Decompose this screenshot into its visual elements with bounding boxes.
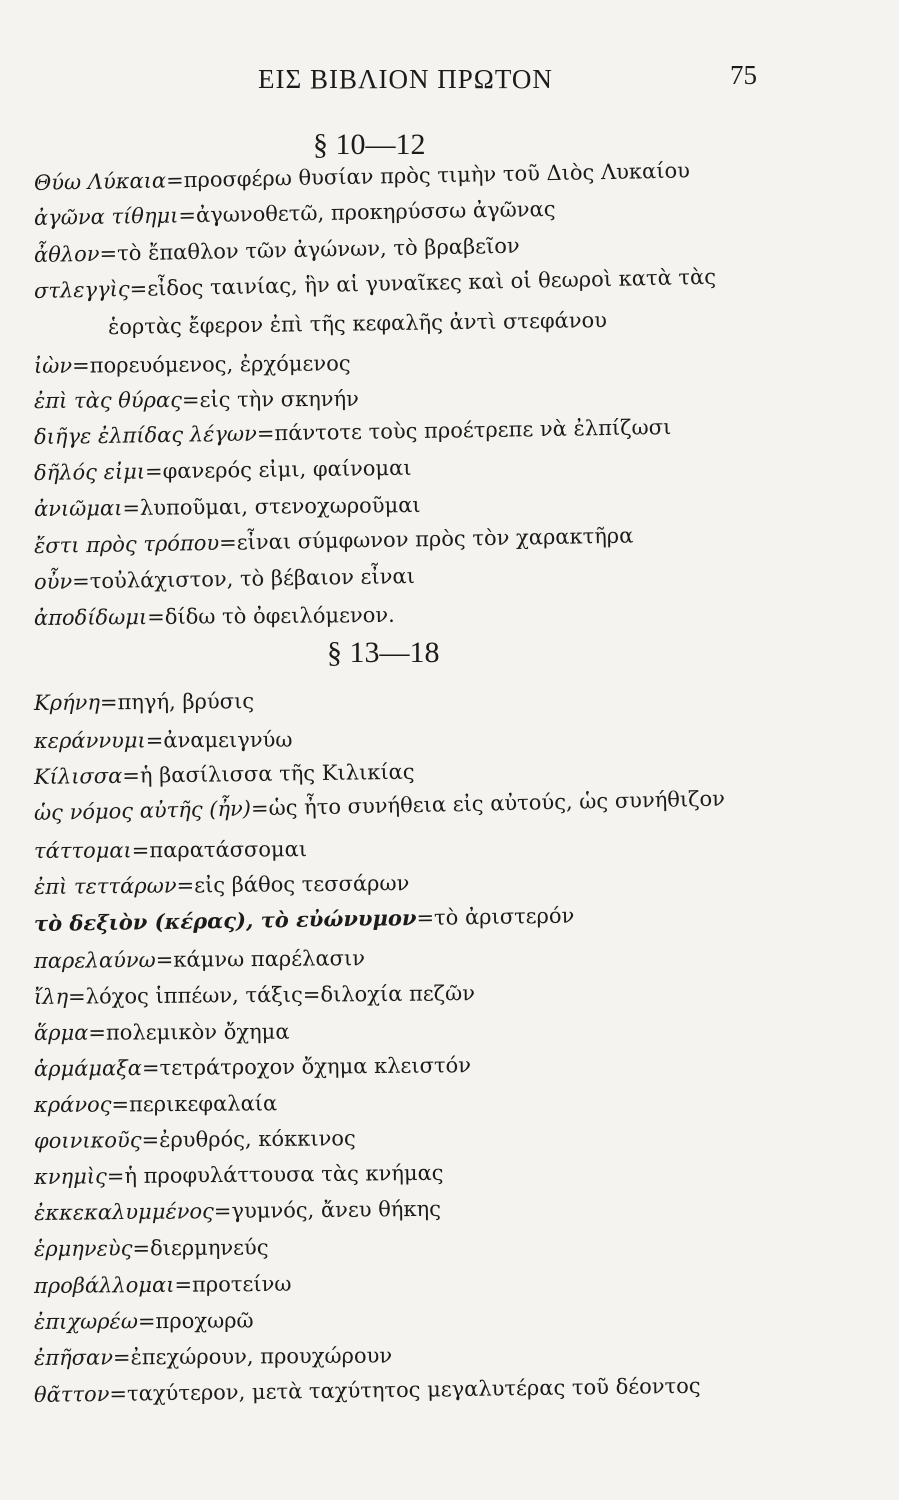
glossary-definition: ἐπεχώρουν, προυχώρουν [130, 1343, 393, 1370]
equals-sign: = [109, 1381, 128, 1406]
glossary-term: ἀγῶνα τίθημι [33, 203, 179, 230]
equals-sign: = [99, 690, 118, 715]
glossary-term: κεράννυμι [33, 728, 146, 753]
glossary-term: κράνος [33, 1092, 112, 1117]
glossary-entry [34, 1264, 864, 1301]
glossary-term: τάττομαι [33, 838, 132, 863]
equals-sign: = [250, 796, 269, 821]
glossary-term: ἅρμα [33, 1020, 89, 1045]
glossary-term: ἐπὶ τεττάρων [33, 873, 177, 899]
glossary-entry [34, 1084, 864, 1120]
glossary-entry [34, 863, 864, 902]
glossary-entry [34, 830, 864, 866]
glossary-term: ἴλη [33, 984, 69, 1009]
glossary-entry [34, 1119, 864, 1156]
equals-sign: = [181, 387, 200, 412]
page-number: 75 [730, 60, 757, 90]
glossary-term: ἑρμηνεὺς [33, 1236, 133, 1261]
glossary-definition: πορευόμενος, ἐρχόμενος [89, 351, 351, 378]
glossary-term: κνημὶς [33, 1164, 107, 1189]
glossary-definition: προχωρῶ [155, 1308, 254, 1334]
glossary-definition: γυμνός, ἄνευ θήκης [231, 1196, 442, 1223]
running-header [0, 58, 899, 98]
glossary-term: ἀνιῶμαι [33, 496, 123, 521]
glossary-definition: δίδω τὸ ὀφειλόμενον. [164, 602, 395, 629]
equals-sign: = [68, 984, 86, 1009]
glossary-definition: ἡ προφυλάττουσα τὰς κνήμας [124, 1160, 444, 1189]
glossary-definition: εἰς βάθος τεσσάρων [194, 871, 410, 898]
glossary-term: φοινικοῦς [33, 1128, 142, 1153]
glossary-entry [34, 517, 864, 561]
glossary-entry [34, 939, 864, 976]
equals-sign: = [88, 1020, 107, 1045]
glossary-term: ἔστι πρὸς τρόπου [33, 530, 220, 558]
glossary-definition: πολεμικὸν ὄχημα [105, 1019, 290, 1045]
glossary-entry [34, 681, 864, 718]
glossary-definition: τὸ ἔπαθλον τῶν ἀγώνων, τὸ βραβεῖον [116, 233, 520, 266]
glossary-definition: τετράτροχον ὄχημα κλειστόν [159, 1053, 472, 1080]
equals-sign: = [112, 1345, 131, 1370]
equals-sign: = [147, 604, 165, 630]
glossary-definition: ἑορτὰς ἔφερον ἐπὶ τῆς κεφαλῆς ἀντὶ στεφάνου [107, 308, 608, 339]
glossary-term: θᾶττον [33, 1381, 110, 1407]
glossary-definition: παρατάσσομαι [149, 837, 308, 863]
equals-sign: = [122, 495, 141, 521]
glossary-definition: πάντοτε τοὺς προέτρεπε νὰ ἐλπίζωσι [274, 414, 672, 446]
equals-sign: = [416, 905, 435, 930]
equals-sign: = [122, 763, 141, 788]
glossary-entry [34, 1337, 864, 1373]
glossary-term: παρελαύνω [33, 947, 156, 973]
glossary-entry [34, 1368, 864, 1410]
glossary-definition: ἀναμειγνύω [163, 727, 293, 753]
glossary-term: Κρήνη [33, 690, 101, 715]
equals-sign: = [129, 276, 148, 301]
glossary-definition: λόχος ἱππέων, τάξις=διλοχία πεζῶν [85, 981, 476, 1009]
glossary-entry [34, 596, 864, 633]
equals-sign: = [155, 947, 174, 972]
glossary-definition: διερμηνεύς [149, 1235, 269, 1261]
glossary-entry [34, 409, 864, 452]
glossary-term: τὸ δεξιὸν (κέρας), τὸ εὐώνυμον [33, 904, 417, 936]
equals-sign: = [141, 1055, 160, 1081]
equals-sign: = [144, 459, 163, 484]
glossary-term: ἀποδίδωμι [33, 605, 148, 630]
equals-sign: = [131, 838, 150, 863]
section-heading: § 10—12 [313, 128, 426, 161]
equals-sign: = [165, 168, 184, 193]
glossary-definition: προσφέρω θυσίαν πρὸς τιμὴν τοῦ Διὸς Λυκαίου [183, 158, 691, 193]
glossary-term: στλεγγὶς [33, 276, 130, 303]
glossary-definition: εἶναι σύμφωνον πρὸς τὸν χαρακτῆρα [236, 523, 634, 555]
section-heading: § 13—18 [327, 636, 440, 669]
equals-sign: = [71, 569, 90, 594]
glossary-definition: εἰς τὴν σκηνήν [199, 386, 359, 412]
equals-sign: = [99, 241, 118, 266]
equals-sign: = [176, 873, 195, 898]
glossary-definition: ἐρυθρός, κόκκινος [159, 1126, 356, 1152]
glossary-term: ἐπιχωρέω [33, 1309, 138, 1334]
glossary-entry [34, 1189, 864, 1228]
equals-sign: = [137, 1309, 156, 1334]
glossary-term: ἁρμάμαξα [33, 1056, 143, 1081]
glossary-definition: πηγή, βρύσις [117, 689, 255, 715]
glossary-term: ὡς νόμος αὐτῆς (ἦν) [33, 796, 252, 825]
glossary-definition: λυποῦμαι, στενοχωροῦμαι [139, 492, 421, 520]
glossary-entry [34, 896, 864, 939]
glossary-entry [34, 554, 864, 597]
glossary-continuation-line [108, 300, 899, 342]
glossary-term: Κίλισσα [33, 763, 123, 789]
glossary-term: ἆθλον [33, 241, 100, 267]
equals-sign: = [106, 1164, 125, 1189]
glossary-definition: φανερός εἰμι, φαίνομαι [162, 455, 412, 484]
glossary-term: προβάλλομαι [33, 1272, 175, 1298]
glossary-entry [34, 1047, 864, 1084]
glossary-entry [34, 722, 864, 756]
glossary-term: Θύω Λύκαια [33, 168, 167, 195]
glossary-definition: ὡς ἦτο συνήθεια εἰς αὐτούς, ὡς συνήθιζον [268, 786, 726, 821]
glossary-term: ἐπῆσαν [33, 1345, 114, 1370]
equals-sign: = [213, 1198, 232, 1224]
running-title: ΕΙΣ ΒΙΒΛΙΟΝ ΠΡΩΤΟΝ [258, 64, 553, 94]
glossary-term: διῆγε ἐλπίδας λέγων [33, 421, 258, 449]
glossary-definition: τοὐλάχιστον, τὸ βέβαιον εἶναι [89, 564, 416, 594]
equals-sign: = [132, 1236, 151, 1261]
equals-sign: = [72, 353, 90, 378]
equals-sign: = [111, 1092, 130, 1117]
glossary-definition: κάμνω παρέλασιν [173, 946, 366, 972]
glossary-definition: εἶδος ταινίας, ἣν αἱ γυναῖκες καὶ οἱ θεωροὶ κατὰ τὰς [146, 264, 717, 301]
glossary-entry [34, 1228, 864, 1264]
glossary-entry [34, 1301, 864, 1337]
equals-sign: = [141, 1127, 160, 1153]
glossary-definition: ἡ βασίλισσα τῆς Κιλικίας [139, 759, 415, 788]
glossary-term: ἐκκεκαλυμμένος [33, 1199, 214, 1225]
glossary-term: δῆλός εἰμι [33, 459, 146, 485]
glossary-definition: ταχύτερον, μετὰ ταχύτητος μεγαλυτέρας τοῦ δέοντος [126, 1373, 701, 1406]
equals-sign: = [256, 421, 275, 446]
glossary-entry [34, 446, 864, 488]
equals-sign: = [218, 530, 237, 555]
glossary-definition: περικεφαλαία [128, 1091, 278, 1117]
glossary-entry [34, 1014, 864, 1048]
equals-sign: = [174, 1272, 193, 1297]
glossary-term: οὖν [33, 569, 73, 594]
glossary-definition: τὸ ἀριστερόν [433, 903, 575, 930]
glossary-entry [34, 975, 864, 1012]
equals-sign: = [178, 203, 197, 228]
glossary-term: ἐπὶ τὰς θύρας [33, 387, 183, 413]
equals-sign: = [145, 728, 164, 753]
glossary-definition: ἀγωνοθετῶ, προκηρύσσω ἀγῶνας [195, 196, 556, 228]
glossary-definition: προτείνω [191, 1271, 292, 1297]
glossary-entry [34, 344, 864, 381]
glossary-term: ἰὼν [33, 353, 73, 378]
glossary-entry [34, 1153, 864, 1192]
